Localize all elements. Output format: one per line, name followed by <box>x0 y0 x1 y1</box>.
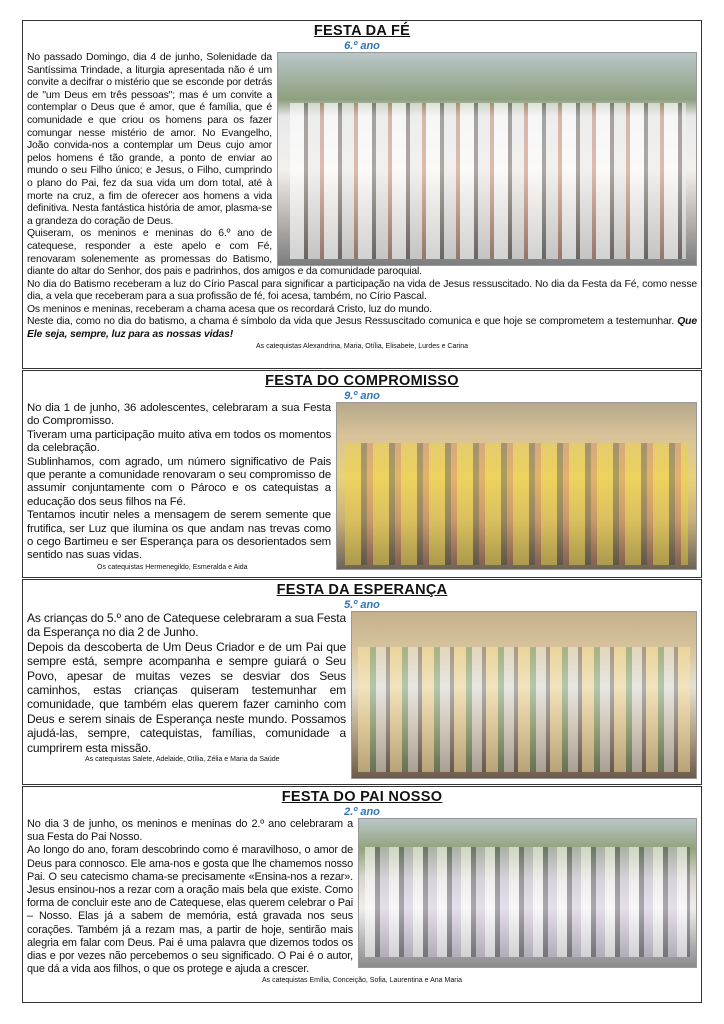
section-body: No dia 1 de junho, 36 adolescentes, celebraram a sua Festa do Compromisso. Tiveram uma participação muito ativa em todos os momentos da celebração. Sublinhamos, com agrado, um número significativo de Pais que perante a comunidade renovaram o seu compromisso de assumir conjuntamente com o Pároco e os catequistas a educação dos seus filhos na Fé. Tentamos incutir neles a mensagem de serem semente que frutifica, ser Luz que ilumina os que andam nas trevas como o cego Bartimeu e ser Esperança para os desorientados sem sentido nas suas vidas. <box>27 402 697 563</box>
section-title: FESTA DO COMPROMISSO <box>265 373 459 389</box>
signature: As catequistas Salete, Adelaide, Otília, Zélia e Maria da Saúde <box>85 756 280 764</box>
section-festa-da-fe <box>22 20 702 369</box>
section-title: FESTA DA FÉ <box>313 23 411 39</box>
section-body: No passado Domingo, dia 4 de junho, Solenidade da Santíssima Trindade, a liturgia apresentada não é um convite a decifrar o mistério que se esconde por detrás de "um Deus em três pessoas"; mas é um convite a contemplar o Deus que é amor, que é família, que é comunidade e que criou os homens para os fazer comungar nesse mistério de amor. No Evangelho, João convida-nos a contemplar um Deus cujo amor pelos homens é tão grande, a ponto de enviar ao mundo o seu Filho único; e Jesus, o Filho, cumprindo o plano do Pai, fez da sua vida um dom total, até à morte na cruz, a fim de oferecer aos homens a vida definitiva. Nesta fantástica história de amor, plasma-se a grandeza do coração de Deus. Quiseram, os meninos e meninas do 6.º ano de catequese, responder a este apelo e com Fé, renovaram solenemente as promessas do Batismo, diante do altar do Senhor, dos pais e padrinhos, dos amigos e da comunidade paroquial. No dia do Batismo receberam a luz do Círio Pascal para significar a participação na vida de Jesus ressuscitado. No dia da Festa da Fé, como nesse dia, a vela que receberam para a sua profissão de fé, foi acesa, também, no Círio Pascal. Os meninos e meninas, receberam a chama acesa que os recordará Cristo, luz do mundo. Neste dia, como no dia do batismo, a chama é símbolo da vida que Jesus Ressuscitado comunica e que hoje se comprometem a testemunhar. Que Ele seja, sempre, luz para as nossas vidas! <box>27 52 697 341</box>
section-body: As crianças do 5.º ano de Catequese celebraram a sua Festa da Esperança no dia 2 de Junho. Depois da descoberta de Um Deus Criador e de um Pai que sempre está, sempre acompanha e sempre guiará o Seu Povo, apesar de muitas vezes se desviar dos Seus caminhos, estas crianças quiseram testemunhar em comunidade, que também elas querem fazer caminho com Deus e serem sinais de Esperança neste mundo. Possamos ajudá-las, sempre, catequistas, famílias, comunidade a cumprirem esta missão. <box>27 611 697 755</box>
section-title: FESTA DO PAI NOSSO <box>281 789 443 805</box>
section-grade: 9.º ano <box>344 390 380 402</box>
section-grade: 2.º ano <box>344 806 380 818</box>
signature: As catequistas Alexandrina, Maria, Otília, Elisabete, Lurdes e Carina <box>255 342 469 350</box>
closing-emphasis: Que Ele seja, sempre, luz para as nossas vidas! <box>27 316 697 341</box>
section-festa-da-esperanca <box>22 579 702 785</box>
section-title: FESTA DA ESPERANÇA <box>276 582 448 598</box>
group-photo <box>351 611 697 779</box>
group-photo <box>277 52 697 266</box>
section-grade: 5.º ano <box>344 599 380 611</box>
section-festa-do-pai-nosso <box>22 786 702 1003</box>
section-body: No dia 3 de junho, os meninos e meninas do 2.º ano celebraram a sua Festa do Pai Nosso. Ao longo do ano, foram descobrindo como é maravilhoso, o amor de Deus para connosco. Ele ama-nos e gosta que lhe chamemos nosso Pai. O seu catecismo chama-se precisamente «Ensina-nos a rezar». Jesus ensinou-nos a rezar com a oração mais bela que existe. Como forma de concluir este ano de Catequese, elas querem celebrar o Pai – Nosso. Elas já a sabem de memória, está gravada nos seus corações. Também já a rezam mas, a partir de hoje, sentirão mais alegria em falar com Deus. Pai é uma palavra que dizemos todos os dias e por vezes não percebemos o seu significado. O Pai é o autor, que dá a vida aos filhos, o que os protege e ajuda a crescer. <box>27 818 697 976</box>
group-photo <box>358 818 697 968</box>
signature: Os catequistas Hermenegildo, Esmeralda e Aida <box>97 563 248 571</box>
section-grade: 6.º ano <box>344 40 380 52</box>
signature: As catequistas Emília, Conceição, Sofia, Laurentina e Ana Maria <box>262 977 462 985</box>
group-photo <box>336 402 697 570</box>
section-festa-do-compromisso <box>22 370 702 578</box>
